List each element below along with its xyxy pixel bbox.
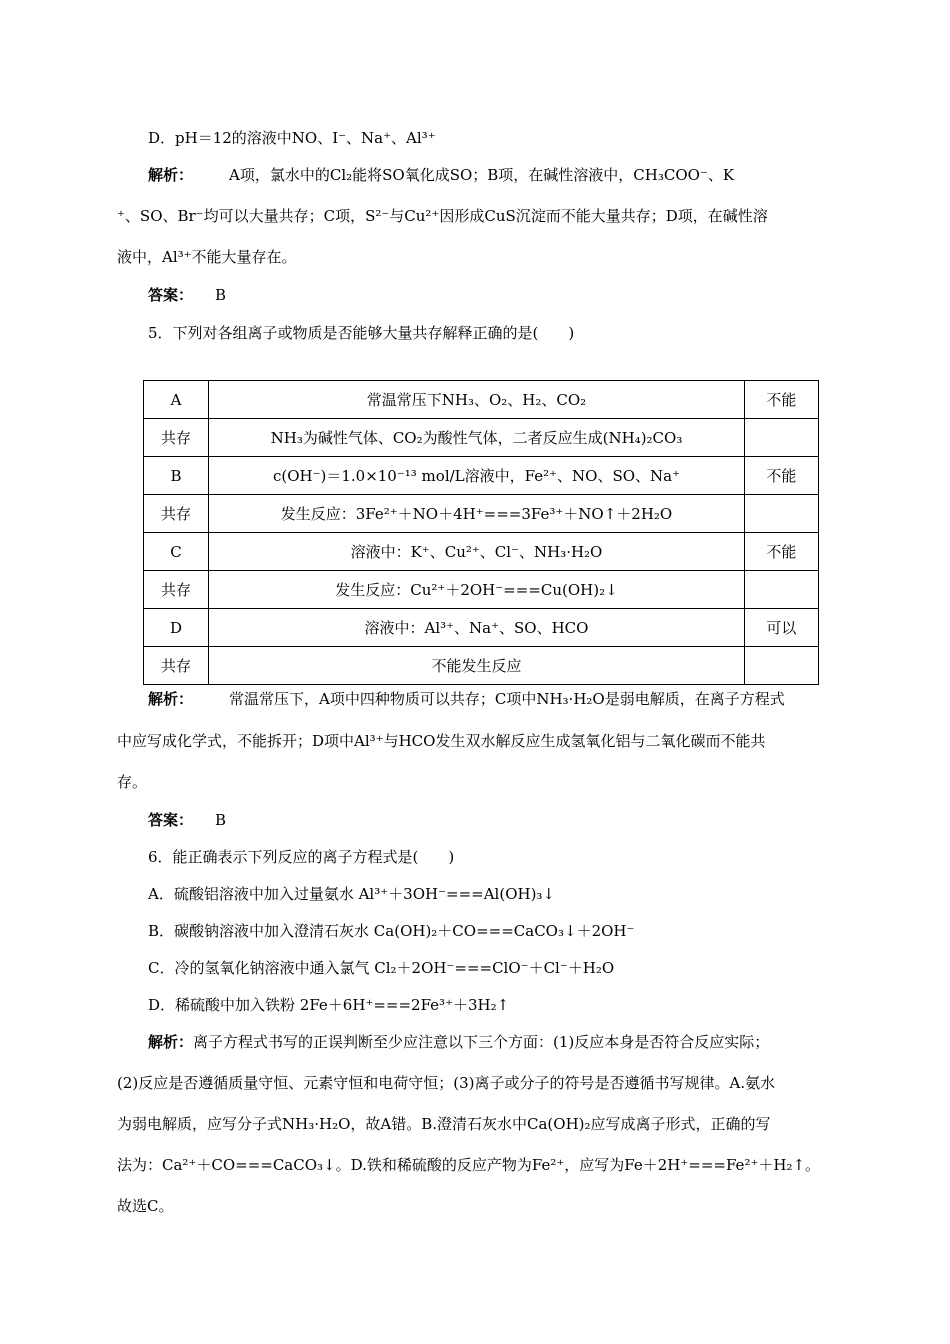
table-cell-content: 溶液中：Al³⁺、Na⁺、SO、HCO <box>209 609 745 647</box>
q5-analysis-label: 解析： <box>148 690 194 708</box>
q5-stem-end: ) <box>568 324 575 342</box>
table-cell-content: NH₃为碱性气体、CO₂为酸性气体，二者反应生成(NH₄)₂CO₃ <box>209 419 745 457</box>
table-cell-verdict <box>744 571 818 609</box>
table-row <box>144 457 819 495</box>
q6-option-d: D．稀硫酸中加入铁粉 2Fe＋6H⁺===2Fe³⁺＋3H₂↑ <box>148 996 510 1014</box>
q6-stem-end: ) <box>448 848 455 866</box>
table-cell-label: 共存 <box>144 571 209 609</box>
q4-answer-value: B <box>215 286 227 304</box>
q5-answer-label: 答案： <box>148 811 194 829</box>
table-row <box>144 419 819 457</box>
table-cell-verdict <box>744 495 818 533</box>
table-cell-label: D <box>144 609 209 647</box>
q5-analysis-line1 <box>148 689 848 709</box>
q6-analysis-line3: 为弱电解质，应写分子式NH₃·H₂O，故A错。B.澄清石灰水中Ca(OH)₂应写成离子形式，正确的写 <box>117 1115 771 1133</box>
table-row <box>144 533 819 571</box>
table-cell-verdict: 不能 <box>744 381 818 419</box>
q6-stem <box>148 847 848 867</box>
q5-table <box>143 380 819 685</box>
q5-answer-value: B <box>215 811 227 829</box>
table-cell-verdict <box>744 647 818 685</box>
table-cell-verdict: 不能 <box>744 533 818 571</box>
q4-analysis-label: 解析： <box>148 166 194 184</box>
table-cell-content: 发生反应：Cu²⁺＋2OH⁻===Cu(OH)₂↓ <box>209 571 745 609</box>
q4-analysis-line3: 液中，Al³⁺不能大量存在。 <box>117 248 297 266</box>
q6-stem-text: 6．能正确表示下列反应的离子方程式是( <box>148 848 419 866</box>
q5-stem-text: 5．下列对各组离子或物质是否能够大量共存解释正确的是( <box>148 324 539 342</box>
q4-analysis-line1 <box>148 165 848 185</box>
q6-option-b: B．碳酸钠溶液中加入澄清石灰水 Ca(OH)₂＋CO===CaCO₃↓＋2OH⁻ <box>148 922 635 940</box>
q4-answer <box>148 285 848 305</box>
table-cell-content: 溶液中：K⁺、Cu²⁺、Cl⁻、NH₃·H₂O <box>209 533 745 571</box>
q5-analysis-line3: 存。 <box>117 773 148 791</box>
q5-analysis-line2: 中应写成化学式，不能拆开；D项中Al³⁺与HCO发生双水解反应生成氢氧化铝与二氧化碳而不能共 <box>117 732 766 750</box>
table-cell-label: A <box>144 381 209 419</box>
table-row <box>144 647 819 685</box>
q6-option-c: C．冷的氢氧化钠溶液中通入氯气 Cl₂＋2OH⁻===ClO⁻＋Cl⁻＋H₂O <box>148 959 615 977</box>
q5-stem <box>148 323 848 343</box>
table-cell-label: 共存 <box>144 419 209 457</box>
table-cell-label: B <box>144 457 209 495</box>
table-row <box>144 495 819 533</box>
table-cell-content: 发生反应：3Fe²⁺＋NO＋4H⁺===3Fe³⁺＋NO↑＋2H₂O <box>209 495 745 533</box>
table-row <box>144 571 819 609</box>
table-cell-verdict: 可以 <box>744 609 818 647</box>
q6-analysis-line4: 法为：Ca²⁺＋CO===CaCO₃↓。D.铁和稀硫酸的反应产物为Fe²⁺，应写为Fe＋2H⁺===Fe²⁺＋H₂↑。 <box>117 1156 821 1174</box>
table-cell-label: 共存 <box>144 495 209 533</box>
table-cell-verdict: 不能 <box>744 457 818 495</box>
q4-answer-label: 答案： <box>148 286 194 304</box>
q6-analysis-text1: 离子方程式书写的正误判断至少应注意以下三个方面：(1)反应本身是否符合反应实际； <box>193 1033 770 1051</box>
q4-analysis-text1: A项，氯水中的Cl₂能将SO氧化成SO；B项，在碱性溶液中，CH₃COO⁻、K <box>229 166 735 184</box>
q6-analysis-line2: (2)反应是否遵循质量守恒、元素守恒和电荷守恒；(3)离子或分子的符号是否遵循书写规律。A.氨水 <box>117 1074 776 1092</box>
table-row <box>144 609 819 647</box>
q5-analysis-text1: 常温常压下，A项中四种物质可以共存；C项中NH₃·H₂O是弱电解质，在离子方程式 <box>229 690 785 708</box>
q6-analysis-line5: 故选C。 <box>117 1197 174 1215</box>
q6-analysis-line1 <box>148 1032 848 1052</box>
q4-analysis-line2: ⁺、SO、Br⁻均可以大量共存；C项，S²⁻与Cu²⁺因形成CuS沉淀而不能大量共存；D项，在碱性溶 <box>117 207 768 225</box>
q4-option-d: D．pH＝12的溶液中NO、I⁻、Na⁺、Al³⁺ <box>148 129 436 147</box>
q5-answer <box>148 810 848 830</box>
q6-analysis-label: 解析： <box>148 1033 194 1051</box>
table-cell-content: 常温常压下NH₃、O₂、H₂、CO₂ <box>209 381 745 419</box>
table-cell-content: c(OH⁻)＝1.0×10⁻¹³ mol/L溶液中，Fe²⁺、NO、SO、Na⁺ <box>209 457 745 495</box>
q6-option-a: A．硫酸铝溶液中加入过量氨水 Al³⁺＋3OH⁻===Al(OH)₃↓ <box>148 885 556 903</box>
table-cell-label: C <box>144 533 209 571</box>
table-row <box>144 381 819 419</box>
table-cell-label: 共存 <box>144 647 209 685</box>
table-cell-content: 不能发生反应 <box>209 647 745 685</box>
table-cell-verdict <box>744 419 818 457</box>
